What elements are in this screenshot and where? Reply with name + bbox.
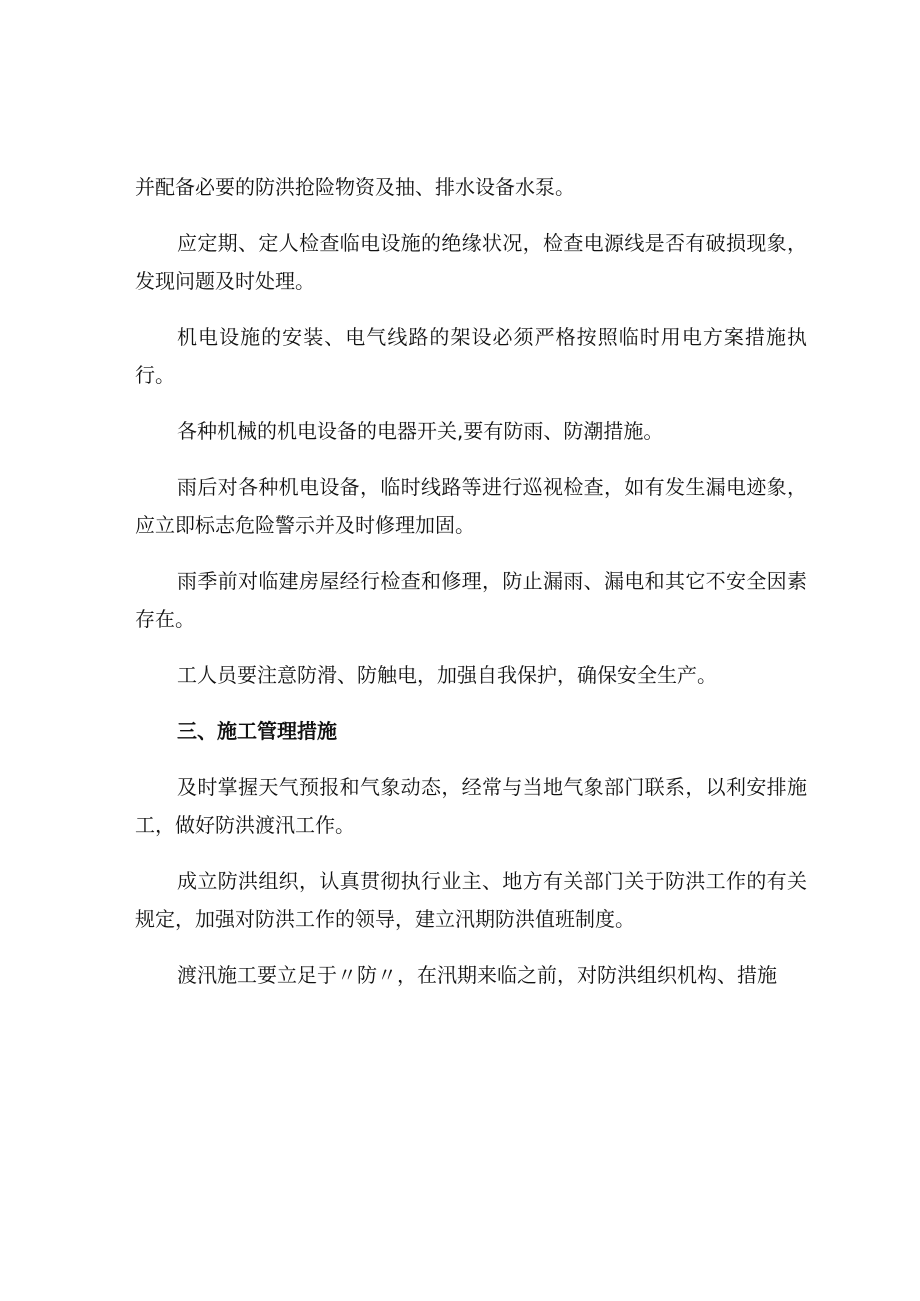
paragraph-flood-organization: 成立防洪组织，认真贯彻执行业主、地方有关部门关于防洪工作的有关规定，加强对防洪工作的领导，建立汛期防洪值班制度。: [135, 869, 807, 931]
paragraph-housing-repair: 雨季前对临建房屋经行检查和修理，防止漏雨、漏电和其它不安全因素存在。: [135, 569, 807, 631]
document-body: [135, 168, 807, 994]
paragraph-switch-protection: 各种机械的机电设备的电器开关,要有防雨、防潮措施。: [177, 419, 664, 443]
paragraph-post-rain-inspection: 雨后对各种机电设备，临时线路等进行巡视检查，如有发生漏电迹象，应立即标志危险警示并及时修理加固。: [135, 475, 807, 537]
paragraph-insulation-check: 应定期、定人检查临电设施的绝缘状况，检查电源线是否有破损现象，发现问题及时处理。: [135, 231, 807, 293]
paragraph-flood-prevention: 渡汛施工要立足于〃防〃，在汛期来临之前，对防洪组织机构、措施: [177, 963, 777, 987]
section-heading-construction-management: 三、施工管理措施: [177, 719, 337, 743]
paragraph-flood-supplies: 并配备必要的防洪抢险物资及抽、排水设备水泵。: [135, 175, 575, 199]
paragraph-electrical-installation: 机电设施的安装、电气线路的架设必须严格按照临时用电方案措施执行。: [135, 325, 807, 387]
paragraph-weather-monitoring: 及时掌握天气预报和气象动态，经常与当地气象部门联系，以利安排施工，做好防洪渡汛工作。: [135, 775, 807, 837]
paragraph-worker-safety: 工人员要注意防滑、防触电，加强自我保护，确保安全生产。: [177, 663, 717, 687]
